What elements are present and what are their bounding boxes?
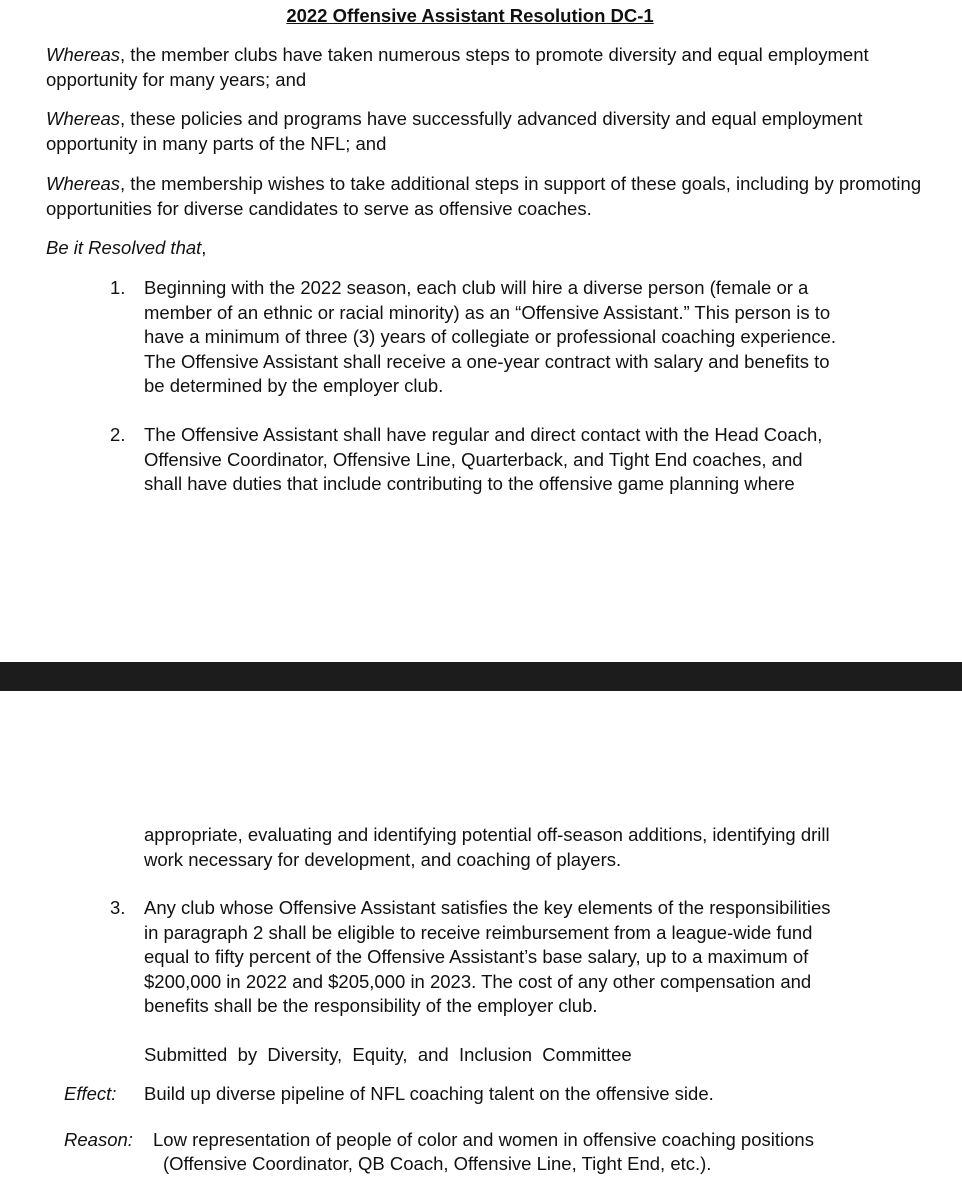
reason-line-1: Low representation of people of color and women in offensive coaching positions [153,1129,814,1150]
list-item-1 [144,276,944,399]
list-item-2-continued [144,823,944,872]
whereas-text: , the membership wishes to take additional steps in support of these goals, including by promoting opportunities for diverse candidates to serve as offensive coaches. [46,173,922,219]
item-line: The Offensive Assistant shall receive a one-year contract with salary and benefits to [144,350,830,372]
whereas-text: , these policies and programs have successfully advanced diversity and equal employment opportunity in many parts of the NFL; and [46,108,863,154]
item-line: Offensive Coordinator, Offensive Line, Quarterback, and Tight End coaches, and [144,448,803,470]
item-line: shall have duties that include contributing to the offensive game planning where [144,473,795,494]
item-number: 2. [110,424,126,445]
effect-text: Build up diverse pipeline of NFL coaching talent on the offensive side. [144,1083,714,1104]
item-number: 3. [110,897,126,918]
whereas-lead: Whereas [46,108,121,129]
item-line: $200,000 in 2022 and $205,000 in 2023. The cost of any other compensation and [144,970,812,992]
item-line: be determined by the employer club. [144,375,444,396]
item-line: appropriate, evaluating and identifying potential off-season additions, identifying drill [144,824,830,845]
reason-line-2: (Offensive Coordinator, QB Coach, Offensive Line, Tight End, etc.). [163,1153,712,1174]
resolved-clause [46,236,926,261]
whereas-lead: Whereas [46,173,121,194]
list-item-2 [144,423,944,497]
item-line: benefits shall be the responsibility of the employer club. [144,995,598,1016]
item-line: Any club whose Offensive Assistant satisfies the key elements of the responsibilities [144,897,831,918]
item-line: in paragraph 2 shall be eligible to receive reimbursement from a league-wide fund [144,921,813,943]
whereas-paragraph-3 [46,172,926,221]
item-line: The Offensive Assistant shall have regular and direct contact with the Head Coach, [144,424,823,445]
reason-label: Reason: [64,1129,133,1150]
resolved-suffix: , [201,237,207,258]
item-number: 1. [110,277,126,298]
list-item-3 [144,896,944,1019]
whereas-paragraph-1 [46,43,926,92]
whereas-paragraph-2 [46,107,926,156]
item-line: equal to fifty percent of the Offensive Assistant’s base salary, up to a maximum of [144,946,809,967]
whereas-text: , the member clubs have taken numerous steps to promote diversity and equal employment opportunity for many years; and [46,44,869,90]
whereas-lead: Whereas [46,44,121,65]
effect-label: Effect: [64,1083,117,1104]
item-line: member of an ethnic or racial minority) as an “Offensive Assistant.” This person is to [144,301,831,323]
item-line: Beginning with the 2022 season, each club will hire a diverse person (female or a [144,277,809,298]
submitted-by: Submitted by Diversity, Equity, and Inclusion Committee [144,1044,632,1065]
page-divider [0,662,962,691]
resolved-label: Be it Resolved that [46,237,202,258]
item-line: have a minimum of three (3) years of collegiate or professional coaching experience. [144,326,837,347]
document-title: 2022 Offensive Assistant Resolution DC-1 [286,5,654,26]
item-line: work necessary for development, and coaching of players. [144,848,622,870]
